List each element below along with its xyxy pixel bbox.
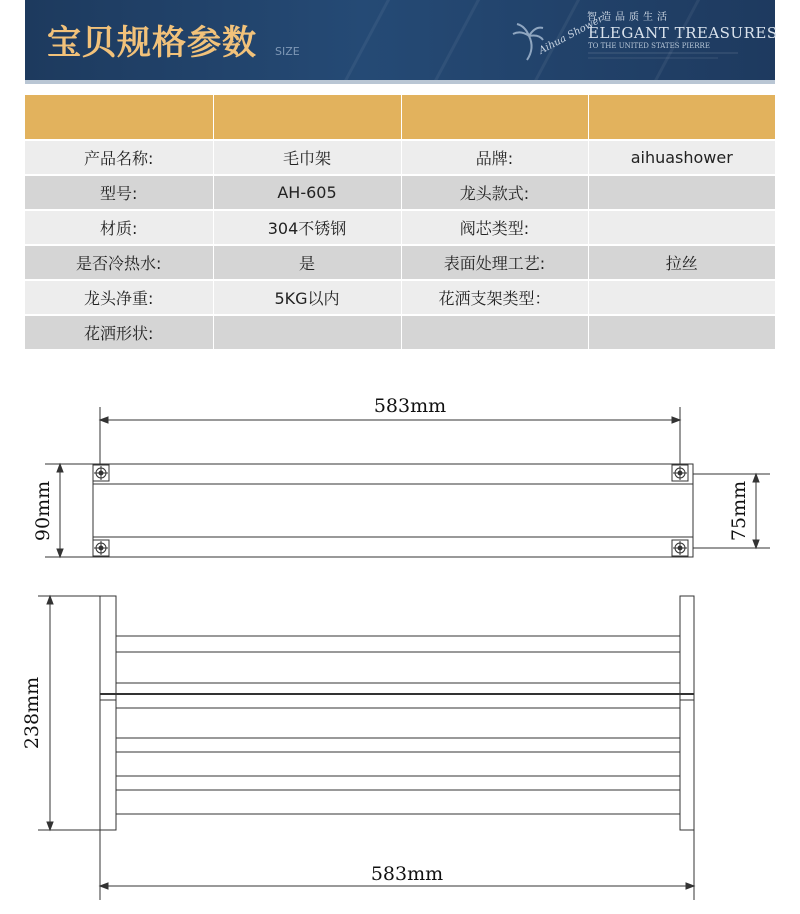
header-underline xyxy=(25,80,775,84)
decor-line xyxy=(588,57,718,59)
height-label: 238mm xyxy=(21,676,43,750)
spec-label: 阀芯类型: xyxy=(401,210,588,245)
brand-logo xyxy=(505,10,606,72)
decor-line xyxy=(588,52,738,54)
page-subtitle: SIZE xyxy=(275,45,300,58)
brand-name-en: ELEGANT TREASURES xyxy=(588,24,778,42)
palm-trunk-icon xyxy=(527,36,532,60)
spec-value: 5KG以内 xyxy=(213,280,401,315)
spec-label: 品牌: xyxy=(401,140,588,175)
header-cell xyxy=(25,95,213,140)
spec-value xyxy=(213,315,401,350)
header-banner xyxy=(25,0,778,80)
spec-value: 拉丝 xyxy=(588,245,775,280)
plate-outline xyxy=(93,464,693,557)
screw-mount-icon xyxy=(93,465,109,481)
spec-value: 毛巾架 xyxy=(213,140,401,175)
table-row xyxy=(25,315,775,350)
spec-label: 表面处理工艺: xyxy=(401,245,588,280)
table-row xyxy=(25,210,775,245)
screw-mount-icon xyxy=(672,540,688,556)
spec-value: AH-605 xyxy=(213,175,401,210)
spec-label: 花洒支架类型： xyxy=(401,280,588,315)
spec-label: 是否冷热水: xyxy=(25,245,213,280)
spec-label: 龙头净重: xyxy=(25,280,213,315)
spec-label: 产品名称: xyxy=(25,140,213,175)
front-view-svg xyxy=(0,590,800,910)
spec-header-row xyxy=(25,95,775,140)
spec-label xyxy=(401,315,588,350)
spec-value: 304不锈钢 xyxy=(213,210,401,245)
table-row xyxy=(25,245,775,280)
spec-value xyxy=(588,315,775,350)
logo-script: Aihua Shower xyxy=(537,13,606,57)
spec-value xyxy=(588,175,775,210)
spec-table xyxy=(25,95,775,351)
header-cell xyxy=(213,95,401,140)
width-label: 583mm xyxy=(373,395,447,417)
table-row xyxy=(25,280,775,315)
table-row xyxy=(25,175,775,210)
spec-label: 型号: xyxy=(25,175,213,210)
palm-leaves-icon xyxy=(513,24,543,40)
spec-label: 花洒形状: xyxy=(25,315,213,350)
spec-label: 龙头款式: xyxy=(401,175,588,210)
brand-slogan-cn: 智造品质生活 xyxy=(587,12,671,23)
height-label: 90mm xyxy=(32,480,54,542)
spec-value: aihuashower xyxy=(588,140,775,175)
left-post xyxy=(100,596,116,830)
header-cell xyxy=(588,95,775,140)
right-post xyxy=(680,596,694,830)
screw-mount-icon xyxy=(93,540,109,556)
header-cell xyxy=(401,95,588,140)
top-view-drawing xyxy=(0,385,800,580)
top-view-svg xyxy=(0,385,800,580)
table-row xyxy=(25,140,775,175)
front-view-drawing xyxy=(0,590,800,910)
inner-height-label: 75mm xyxy=(728,480,750,542)
spec-value xyxy=(588,210,775,245)
spec-value xyxy=(588,280,775,315)
width-label: 583mm xyxy=(370,863,444,885)
brand-tagline: TO THE UNITED STATES PIERRE xyxy=(588,42,710,50)
page-title: 宝贝规格参数 xyxy=(47,23,257,63)
screw-mount-icon xyxy=(672,465,688,481)
spec-value: 是 xyxy=(213,245,401,280)
spec-label: 材质: xyxy=(25,210,213,245)
